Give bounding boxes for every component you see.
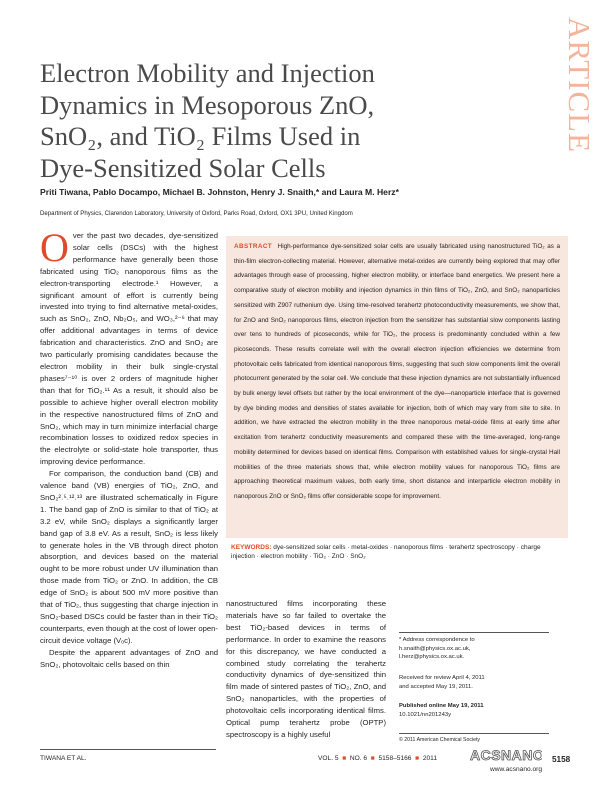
footer-citation: VOL. 5 ■ NO. 6 ■ 5158–5166 ■ 2011 bbox=[318, 755, 437, 762]
page-number: 5158 bbox=[552, 755, 571, 764]
body-column-left bbox=[40, 225, 218, 671]
published-date: Published online May 19, 2011 bbox=[399, 703, 484, 709]
keywords-text: dye-sensitized solar cells · metal-oxides · nanoporous films · terahertz spectroscopy · charge injection · electron mobility · TiO₂ · ZnO · SnO₂ bbox=[231, 544, 541, 560]
article-title bbox=[40, 58, 510, 184]
footer-number: NO. 6 bbox=[349, 755, 368, 762]
author-list: Priti Tiwana, Pablo Docampo, Michael B. Johnston, Henry J. Snaith,* and Laura M. Herz* bbox=[40, 187, 399, 197]
section-label bbox=[551, 10, 607, 160]
footer-pages: 5158–5166 bbox=[378, 755, 412, 762]
footer-volume: VOL. 5 bbox=[318, 755, 339, 762]
copyright: © 2011 American Chemical Society bbox=[399, 737, 480, 743]
review-dates bbox=[399, 674, 549, 691]
abstract-label: ABSTRACT bbox=[234, 243, 273, 250]
footer-rule-left bbox=[40, 749, 216, 750]
notes-divider bbox=[399, 632, 549, 633]
title-line-3: SnO₂, and TiO₂ Films Used in bbox=[40, 121, 361, 151]
title-line-1: Electron Mobility and Injection bbox=[40, 58, 375, 88]
keywords bbox=[231, 543, 561, 561]
body-paragraph-2: For comparison, the conduction band (CB) and valence band (VB) energies of TiO₂, ZnO, and SnO₂²˒⁵˒¹²˒¹³ are illustrated schematically in Figure 1. The band gap of ZnO is similar to that of TiO₂ at 3.2 eV, while SnO₂ displays a significantly larger band gap of 3.8 eV. As a result, SnO₂ is less likely to generate holes in the VB through direct photon absorption, and devices based on the material ought to be more robust under UV illumination than those made from TiO₂ or ZnO. In addition, the CB edge of SnO₂ is about 500 mV more positive than that of TiO₂, thus suggesting that charge injection in SnO₂-based DSCs could be faster than in their TiO₂ counterparts, even though at the cost of lower open-circuit device voltage (Vₒᴄ). bbox=[40, 469, 218, 645]
abstract bbox=[234, 240, 560, 505]
journal-logo-text: ACSNANO bbox=[470, 747, 542, 763]
intro-paragraph: ver the past two decades, dye-sensitized solar cells (DSCs) with the highest performance have generally been those fabricated using TiO₂ nanoporous films as the electron-transporting electrode.¹ However, a significant amount of effort is currently being invested into trying to find alternative metal-oxides, such as SnO₂, ZnO, Nb₂O₅, and WO₃,²⁻⁶ that may offer additional advantages in terms of device fabrication and characteristics. ZnO and SnO₂ are two particularly promising candidates because the electron mobility in their bulk single-crystal phases⁷⁻¹⁰ is over 2 orders of magnitude higher than that for TiO₂.¹¹ As a result, it should also be possible to achieve higher overall electron mobility in the respective nanostructured films of ZnO and SnO₂, which may in turn minimize interfacial charge recombination losses to oxidized redox species in the electrolyte or solid-state hole transporter, thus improving device performance. bbox=[40, 231, 218, 467]
body-paragraph-3: Despite the apparent advantages of ZnO and SnO₂, photovoltaic cells based on thin bbox=[40, 647, 218, 669]
body-column-middle bbox=[226, 598, 386, 741]
correspondence-note bbox=[399, 636, 549, 662]
accepted-date: and accepted May 19, 2011. bbox=[399, 683, 473, 690]
title-line-4: Dye-Sensitized Solar Cells bbox=[40, 152, 326, 183]
acsnano-logo-icon bbox=[470, 746, 542, 764]
title-line-2: Dynamics in Mesoporous ZnO, bbox=[40, 89, 375, 120]
abstract-text: High-performance dye-sensitized solar cells are usually fabricated using nanostructured TiO₂ as a thin-film electron-collecting material. However, alternative metal-oxides are currently being explored that may offer advantages through ease of processing, higher electron mobility, or interface band energetics. We present here a comparative study of electron mobility and injection dynamics in thin films of TiO₂, ZnO, and SnO₂ nanoparticles sensitized with Z907 ruthenium dye. Using time-resolved terahertz photoconductivity measurements, we show that, for ZnO and SnO₂ nanoporous films, electron injection from the sensitizer has substantial slow components lasting over tens to hundreds of picoseconds, while for TiO₂, the process is predominantly concluded within a few picoseconds. These results correlate well with the overall electron injection efficiencies we determine from photovoltaic cells fabricated from identical nanoporous films, suggesting that such slow components limit the overall photocurrent generated by the solar cell. We conclude that these injection dynamics are not substantially influenced by bulk energy level offsets but rather by the local environment of the dye—nanoparticle interface that is governed by dye binding modes and densities of states available for injection, both of which may vary from site to site. In addition, we have extracted the electron mobility in the three nanoporous metal-oxide films at early time after excitation from terahertz conductivity measurements and compared these with the time-averaged, long-range mobility determined for devices based on identical films. Comparison with established values for single-crystal Hall mobilities of the three materials shows that, while electron mobility values for nanoporous TiO₂ films are approaching theoretical maximum values, both early time, short distance and interparticle electron mobility in nanoporous ZnO or SnO₂ films offer considerable scope for improvement. bbox=[234, 243, 560, 500]
drop-cap: O bbox=[40, 225, 69, 270]
keywords-label: KEYWORDS: bbox=[231, 544, 272, 551]
email-link-1[interactable]: h.snaith@physics.ox.ac.uk, bbox=[399, 645, 471, 652]
publication-info bbox=[399, 702, 549, 719]
affiliation: Department of Physics, Clarendon Laboratory, University of Oxford, Parks Road, Oxford, OX1 3PU, United Kingdom bbox=[40, 210, 353, 217]
footer-year: 2011 bbox=[422, 755, 437, 762]
notes-divider-bottom bbox=[399, 733, 549, 734]
section-label-text: ARTICLE bbox=[562, 16, 598, 154]
journal-site[interactable]: www.acsnano.org bbox=[490, 766, 543, 773]
body-paragraph-4: nanostructured films incorporating these materials have so far failed to overtake the best TiO₂-based devices in terms of performance. In order to examine the reasons for this discrepancy, we have conducted a combined study correlating the terahertz conductivity dynamics of dye-sensitized thin film made of sintered pastes of TiO₂, ZnO, and SnO₂ nanoparticles, with the properties of photovoltaic cells incorporating identical films. Optical pump terahertz probe (OPTP) spectroscopy is a highly useful bbox=[226, 599, 386, 739]
doi-link[interactable]: 10.1021/nn201243y bbox=[399, 711, 452, 718]
email-link-2[interactable]: l.herz@physics.ox.ac.uk. bbox=[399, 654, 465, 661]
footer-author: TIWANA ET AL. bbox=[40, 755, 87, 762]
received-date: Received for review April 4, 2011 bbox=[399, 675, 485, 681]
correspondence-label: * Address correspondence to bbox=[399, 637, 475, 643]
